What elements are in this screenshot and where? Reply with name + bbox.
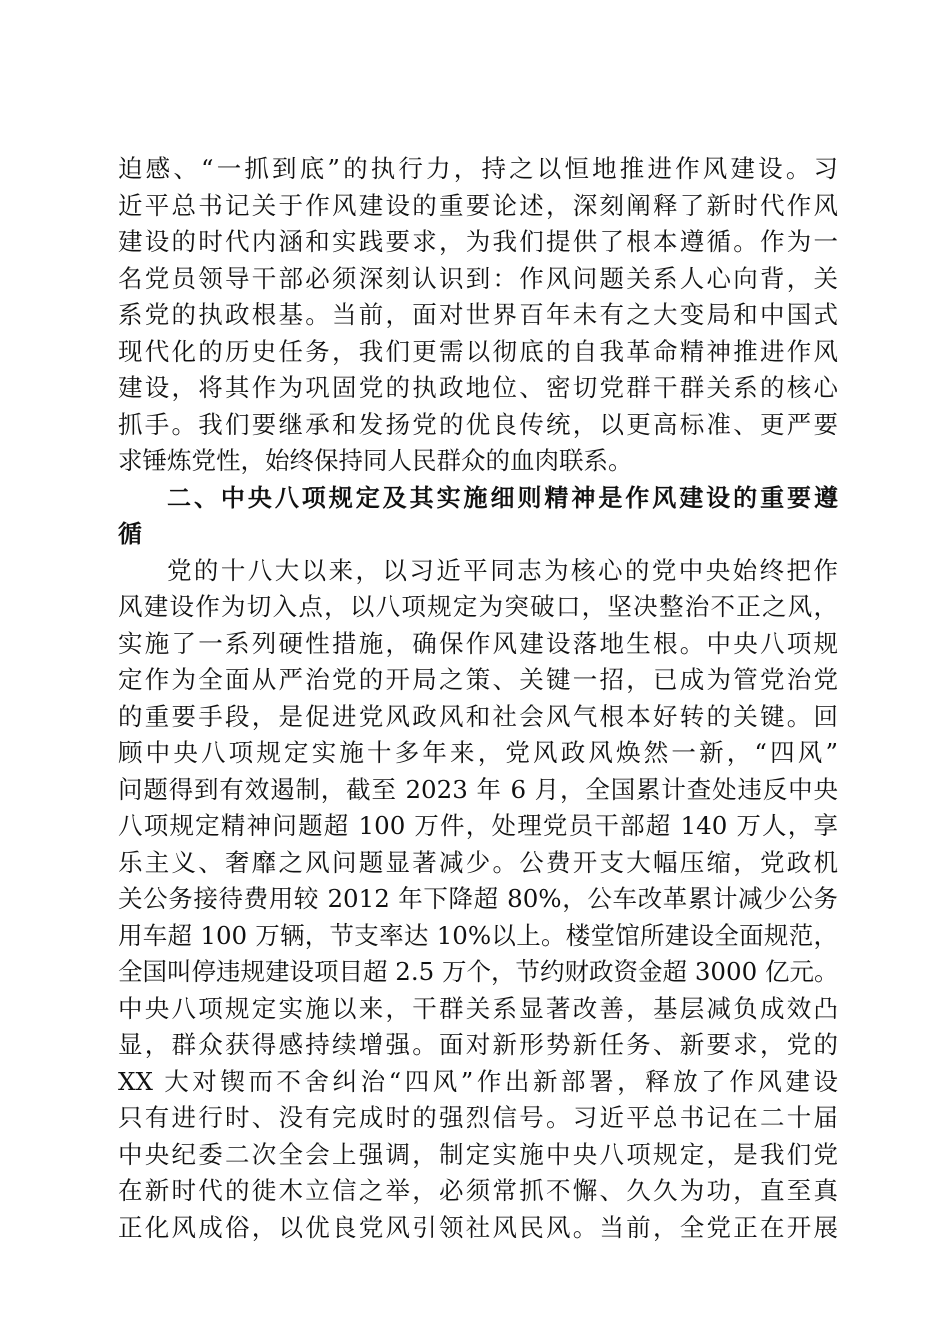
- text-line: 建设，将其作为巩固党的执政地位、密切党群干群关系的核心: [118, 373, 838, 402]
- text-line: 名党员领导干部必须深刻认识到：作风问题关系人心向背，关: [118, 263, 838, 293]
- text-line: 八项规定精神问题超 100 万件，处理党员干部超 140 万人，享: [118, 811, 838, 840]
- text-line: 显，群众获得感持续增强。面对新形势新任务、新要求，党的: [118, 1030, 838, 1059]
- text-line: 用车超 100 万辆，节支率达 10%以上。楼堂馆所建设全面规范，: [118, 920, 838, 950]
- text-line: 只有进行时、没有完成时的强烈信号。习近平总书记在二十届: [118, 1103, 838, 1132]
- body-paragraph: [118, 553, 838, 1247]
- text-line: 风建设作为切入点，以八项规定为突破口，坚决整治不正之风，: [118, 592, 838, 621]
- text-line: 系党的执政根基。当前，面对世界百年未有之大变局和中国式: [118, 300, 838, 329]
- text-line: 现代化的历史任务，我们更需以彻底的自我革命精神推进作风: [118, 336, 838, 366]
- text-line: 求锤炼党性，始终保持同人民群众的血肉联系。: [118, 446, 633, 475]
- text-line: 关公务接待费用较 2012 年下降超 80%，公车改革累计减少公务: [118, 884, 838, 913]
- intro-paragraph: [118, 151, 838, 480]
- text-line: 实施了一系列硬性措施，确保作风建设落地生根。中央八项规: [118, 628, 838, 658]
- text-line: 在新时代的徙木立信之举，必须常抓不懈、久久为功，直至真: [118, 1176, 838, 1205]
- section-heading: [118, 480, 838, 553]
- text-line: 顾中央八项规定实施十多年来，党风政风焕然一新，“四风”: [118, 738, 838, 767]
- heading-line: 循: [118, 520, 142, 548]
- text-line: 迫感、“一抓到底”的执行力，持之以恒地推进作风建设。习: [118, 154, 838, 183]
- text-line: XX 大对锲而不舍纠治“四风”作出新部署，释放了作风建设: [118, 1066, 838, 1096]
- text-line: 乐主义、奢靡之风问题显著减少。公费开支大幅压缩，党政机: [118, 847, 838, 877]
- text-line: 的重要手段，是促进党风政风和社会风气根本好转的关键。回: [118, 701, 838, 731]
- text-line: 正化风成俗，以优良党风引领社风民风。当前，全党正在开展: [118, 1212, 838, 1242]
- text-line: 党的十八大以来，以习近平同志为核心的党中央始终把作: [167, 555, 838, 585]
- text-line: 建设的时代内涵和实践要求，为我们提供了根本遵循。作为一: [118, 227, 838, 256]
- text-column: [118, 151, 838, 1246]
- text-line: 中央八项规定实施以来，干群关系显著改善，基层减负成效凸: [118, 993, 838, 1023]
- text-line: 近平总书记关于作风建设的重要论述，深刻阐释了新时代作风: [118, 190, 838, 220]
- text-line: 抓手。我们要继承和发扬党的优良传统，以更高标准、更严要: [118, 409, 838, 439]
- text-line: 问题得到有效遏制，截至 2023 年 6 月，全国累计查处违反中央: [118, 774, 838, 804]
- heading-line: 二、中央八项规定及其实施细则精神是作风建设的重要遵: [167, 483, 838, 512]
- text-line: 中央纪委二次全会上强调，制定实施中央八项规定，是我们党: [118, 1139, 838, 1169]
- text-line: 全国叫停违规建设项目超 2.5 万个，节约财政资金超 3000 亿元。: [118, 957, 839, 986]
- text-line: 定作为全面从严治党的开局之策、关键一招，已成为管党治党: [118, 665, 838, 694]
